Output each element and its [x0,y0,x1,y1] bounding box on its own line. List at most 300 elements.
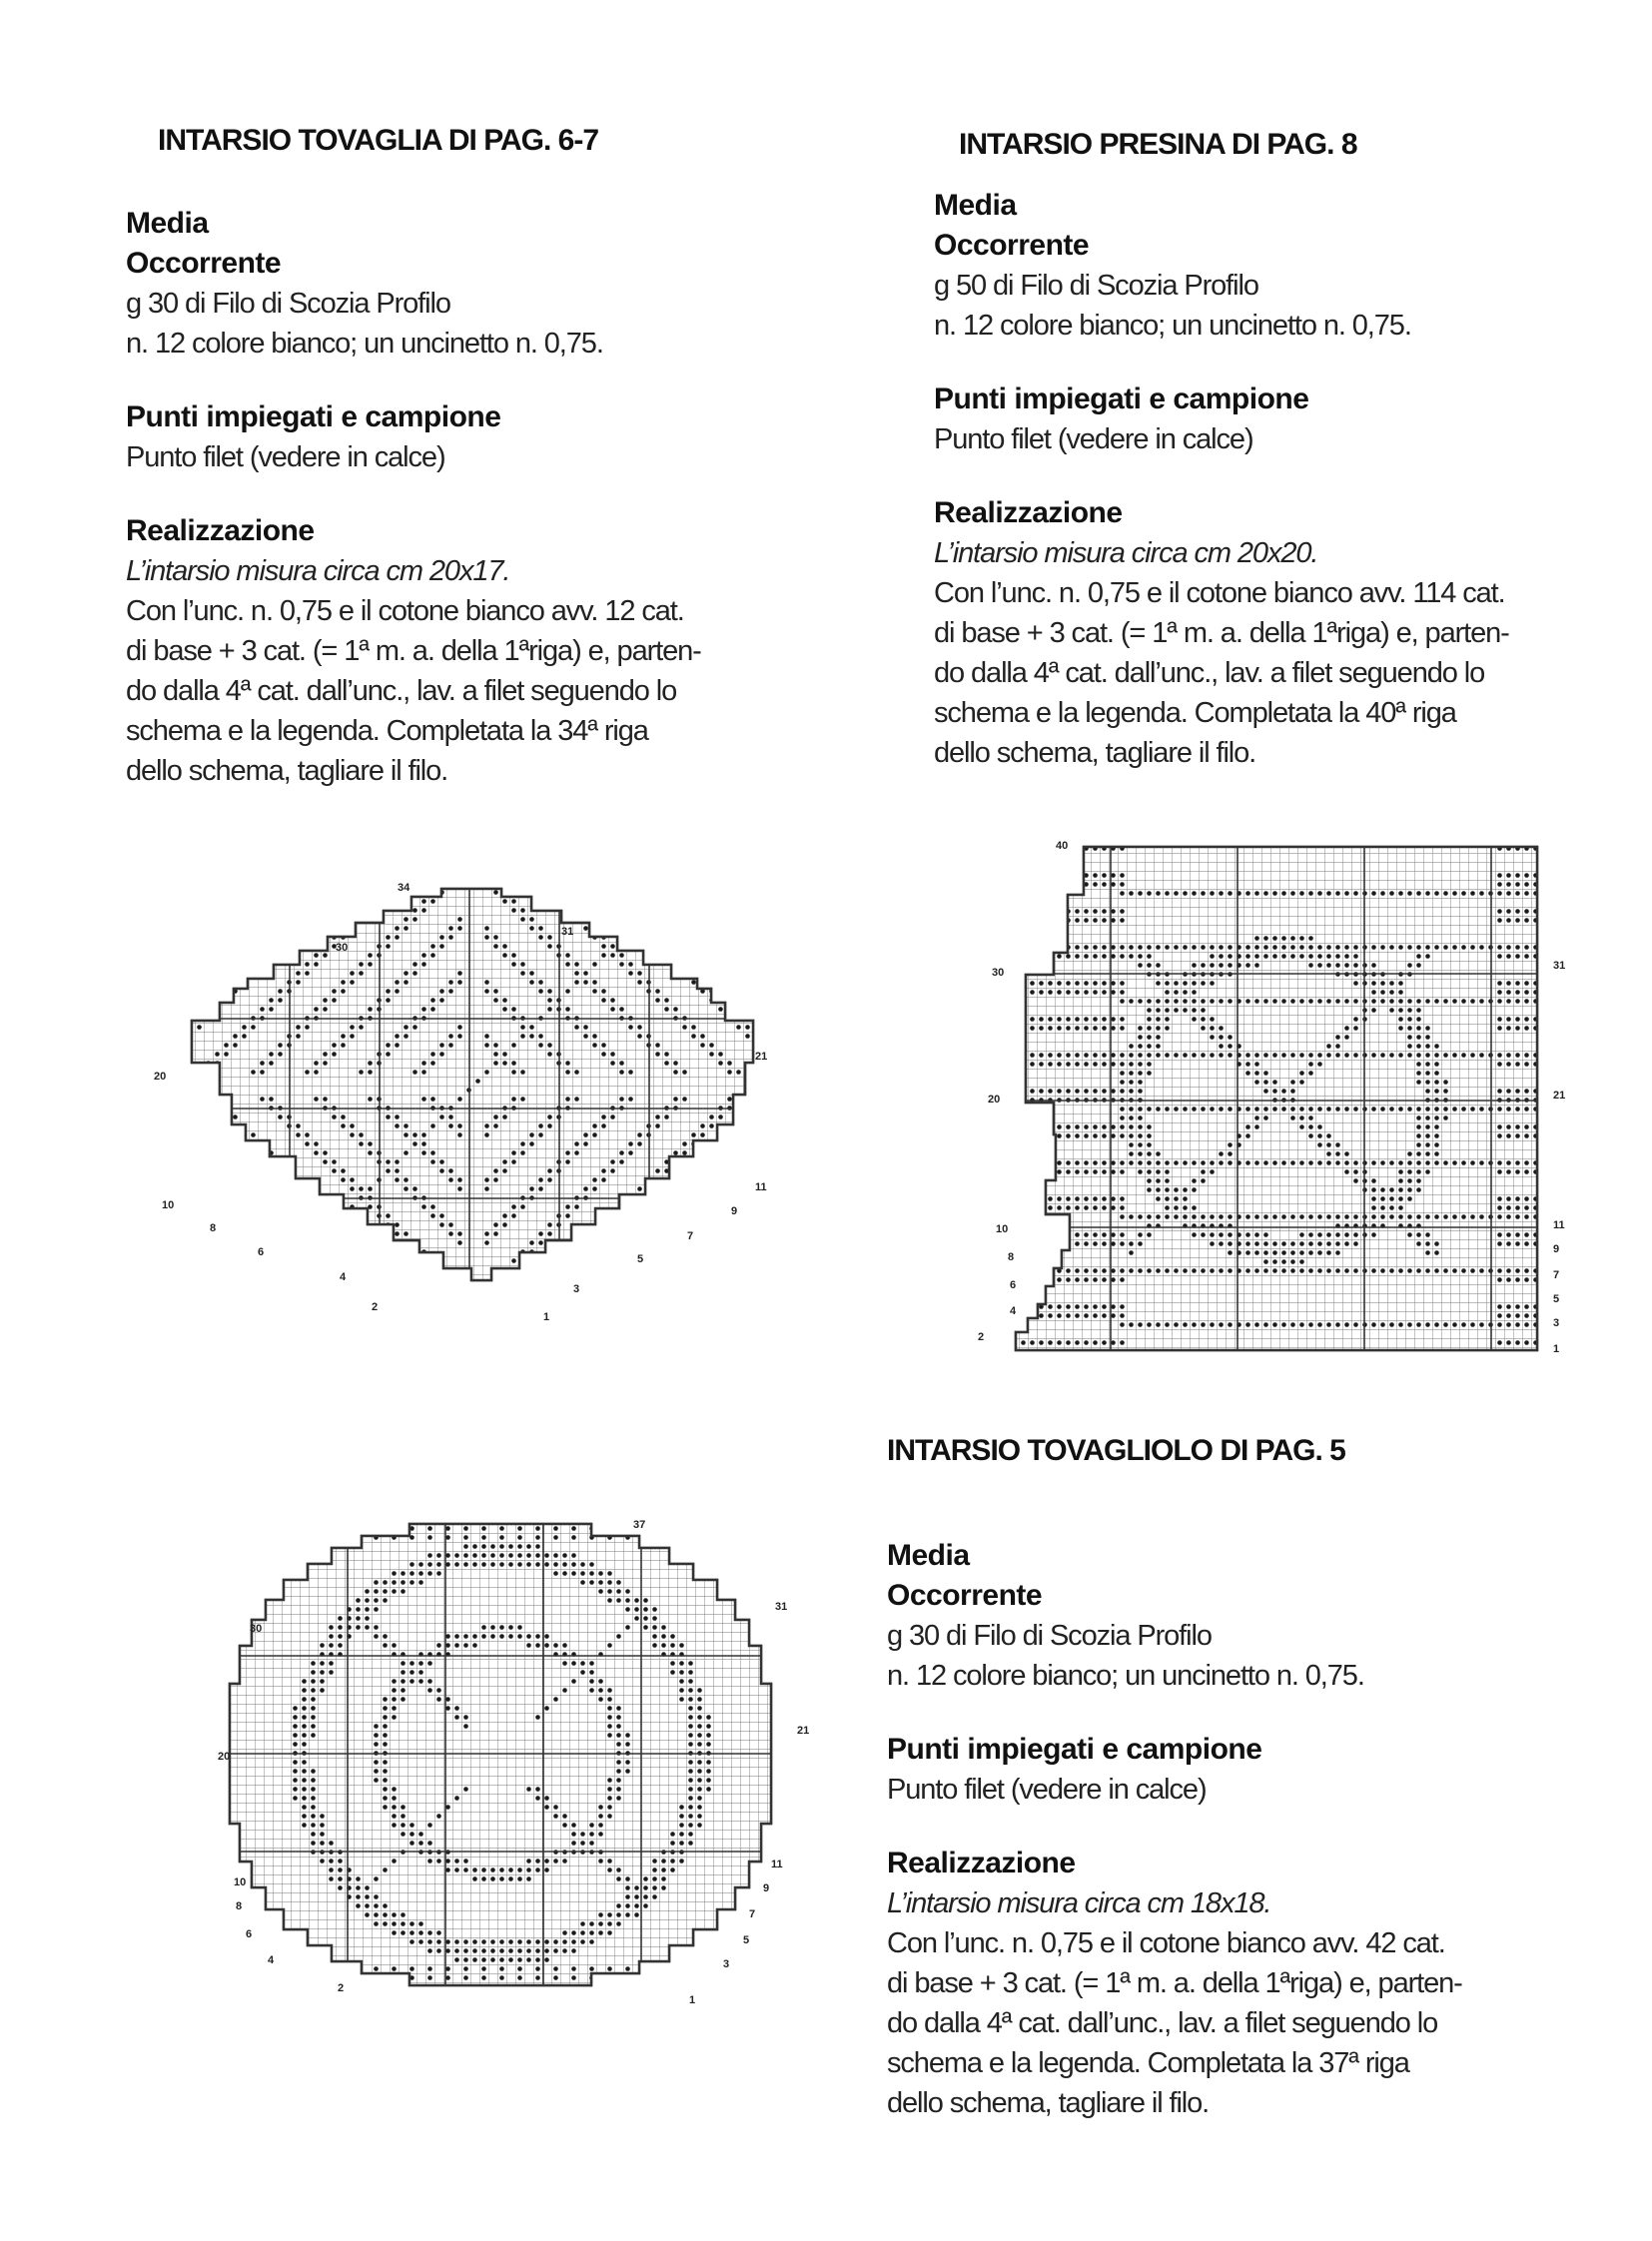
filled-cell [1066,882,1071,887]
filled-cell [359,1294,364,1299]
filled-cell [392,1643,397,1648]
filled-cell [1183,1160,1188,1165]
filled-cell [544,1805,549,1810]
filled-cell [499,1868,504,1872]
filled-cell [607,1814,612,1819]
filled-cell [430,899,435,904]
filled-cell [1461,1107,1466,1112]
filled-cell [421,1132,426,1137]
filled-cell [598,1814,603,1819]
filled-cell [598,1859,603,1864]
filled-cell [1228,1044,1233,1049]
filled-cell [1560,1133,1565,1138]
filled-cell [314,1070,319,1075]
filled-cell [763,1276,768,1281]
filled-cell [520,1258,525,1263]
filled-cell [206,953,211,958]
filled-cell [1021,1196,1026,1201]
filled-cell [1075,1089,1080,1094]
filled-cell [517,1975,522,1980]
filled-cell [359,1141,364,1146]
filled-cell [338,1885,343,1890]
filled-cell [1290,1107,1295,1112]
filled-cell [1156,1196,1161,1201]
filled-cell [535,1859,540,1864]
filled-cell [985,981,990,986]
filled-cell [598,1930,603,1935]
filled-cell [341,1222,346,1227]
filled-cell [278,1159,283,1164]
section-title-tovaglia: INTARSIO TOVAGLIA DI PAG. 6-7 [158,124,599,157]
filled-cell [1039,909,1044,914]
filled-cell [188,1123,193,1128]
filled-cell [1326,1160,1331,1165]
filled-cell [1120,981,1125,986]
filled-cell [430,1052,435,1057]
row-label: 9 [1553,1243,1560,1255]
filled-cell [404,926,409,931]
filled-cell [1111,918,1116,923]
filled-cell [1281,1214,1286,1219]
filled-cell [305,908,310,913]
filled-cell [682,1141,687,1146]
filled-cell [484,1123,489,1128]
instruction-line: Con l’unc. n. 0,75 e il cotone bianco avv. 12 cat. [126,595,684,627]
filled-cell [589,1921,594,1926]
filled-cell [1398,981,1403,986]
filled-cell [976,1349,981,1354]
filled-cell [664,1321,669,1326]
filled-cell [583,1249,588,1254]
filled-cell [1003,1349,1008,1354]
filled-cell [350,1240,355,1245]
filled-cell [763,944,768,949]
filled-cell [652,1859,657,1864]
filled-cell [212,2002,217,2007]
filled-cell [1524,1124,1529,1129]
filled-cell [1515,891,1520,896]
filled-cell [311,1724,316,1729]
filled-cell [493,890,498,895]
filled-cell [781,1016,786,1021]
filled-cell [1452,891,1457,896]
filled-cell [700,1285,705,1290]
filled-cell [805,1975,810,1980]
filled-cell [1434,891,1439,896]
filled-cell [553,1571,558,1576]
filled-cell [1201,837,1206,842]
filled-cell [976,1205,981,1210]
filled-cell [383,1598,388,1603]
filled-cell [490,1562,495,1567]
filled-cell [242,1177,247,1182]
filled-cell [601,1043,606,1048]
filled-cell [1048,1026,1053,1031]
filled-cell [679,1508,684,1513]
filled-cell [763,1123,768,1128]
filled-cell [772,1106,777,1111]
filled-cell [1497,1107,1502,1112]
filled-cell [1506,1322,1511,1327]
filled-cell [733,1966,738,1971]
filled-cell [296,1231,301,1236]
filled-cell [1560,891,1565,896]
filled-cell [1344,1268,1349,1273]
filled-cell [538,1043,543,1048]
filled-cell [661,1993,666,1998]
filled-cell [781,1213,786,1218]
filled-cell [565,1150,570,1155]
filled-cell [359,908,364,913]
filled-cell [260,1141,265,1146]
filled-cell [607,1508,612,1513]
filled-cell [1039,1268,1044,1273]
filled-cell [1147,1017,1152,1022]
filled-cell [1102,945,1107,950]
filled-cell [538,1132,543,1137]
filled-cell [1120,1116,1125,1120]
filled-cell [1461,1160,1466,1165]
filled-cell [439,944,444,949]
filled-cell [688,1814,693,1819]
filled-cell [1587,1026,1592,1031]
filled-cell [215,1097,220,1102]
filled-cell [445,1508,450,1513]
filled-cell [1443,1053,1448,1058]
filled-cell [230,1993,235,1998]
filled-cell [1407,1107,1412,1112]
filled-cell [1371,1178,1376,1183]
filled-cell [392,1796,397,1801]
filled-cell [392,1984,397,1989]
filled-cell [1003,846,1008,851]
row-label: 21 [797,1725,810,1737]
row-label: 7 [687,1230,694,1242]
filled-cell [1317,954,1322,959]
filled-cell [985,1124,990,1129]
filled-cell [233,1043,238,1048]
filled-cell [1057,1304,1062,1309]
filled-cell [1326,945,1331,950]
filled-cell [1578,837,1583,842]
filled-cell [1075,1304,1080,1309]
filled-cell [1299,1232,1304,1237]
filled-cell [359,1249,364,1254]
filled-cell [661,1859,666,1864]
filled-cell [1272,954,1277,959]
filled-cell [401,1921,406,1926]
filled-cell [242,1025,247,1030]
filled-cell [589,2002,594,2007]
filled-cell [1398,1026,1403,1031]
filled-cell [170,1330,175,1335]
filled-cell [1524,1107,1529,1112]
filled-cell [661,1975,666,1980]
filled-cell [1012,1026,1017,1031]
filled-cell [787,1984,792,1989]
filled-cell [1254,1080,1259,1085]
filled-cell [985,1026,990,1031]
filled-cell [763,1115,768,1120]
filled-cell [1326,891,1331,896]
filled-cell [679,1859,684,1864]
filled-cell [332,1043,337,1048]
filled-cell [350,1123,355,1128]
filled-cell [484,1186,489,1191]
filled-cell [1506,873,1511,878]
filled-cell [571,1939,576,1944]
filled-cell [1371,1214,1376,1219]
filled-cell [1093,1277,1098,1282]
filled-cell [1147,1268,1152,1273]
filled-cell [571,1517,576,1522]
filled-cell [269,1097,274,1102]
filled-cell [1084,1026,1089,1031]
filled-cell [1012,1160,1017,1165]
filled-cell [580,1939,585,1944]
filled-cell [1587,1098,1592,1103]
filled-cell [410,1966,414,1971]
filled-cell [430,890,435,895]
filled-cell [1578,1268,1583,1273]
materials-line: g 50 di Filo di Scozia Profilo [934,270,1258,302]
filled-cell [436,1553,441,1558]
filled-cell [439,1159,444,1164]
filled-cell [691,971,696,976]
filled-cell [377,899,382,904]
filled-cell [1093,1062,1098,1067]
filled-cell [152,1204,157,1209]
filled-cell [985,1133,990,1138]
filled-cell [1506,954,1511,959]
filled-cell [359,1303,364,1308]
filled-cell [619,1159,624,1164]
filled-cell [1551,1062,1556,1067]
filled-cell [1201,1268,1206,1273]
filled-cell [1272,1107,1277,1112]
filled-cell [1102,1124,1107,1129]
filled-cell [1075,1313,1080,1318]
filled-cell [1174,981,1179,986]
filled-cell [215,1312,220,1317]
filled-cell [1138,837,1143,842]
filled-cell [763,1330,768,1335]
filled-cell [751,1526,756,1531]
filled-cell [1147,1169,1152,1174]
filled-cell [1299,1250,1304,1255]
filled-cell [1183,1196,1188,1201]
filled-cell [395,935,400,940]
filled-cell [368,1186,373,1191]
filled-cell [1506,1268,1511,1273]
filled-cell [368,953,373,958]
filled-cell [1587,1160,1592,1165]
filled-cell [493,1115,498,1120]
filled-cell [1084,945,1089,950]
filled-cell [1452,999,1457,1004]
filled-cell [502,944,507,949]
filled-cell [1066,1268,1071,1273]
filled-cell [1569,1322,1574,1327]
filled-cell [314,953,319,958]
filled-cell [152,1258,157,1263]
filled-cell [170,881,175,886]
filled-cell [1560,1062,1565,1067]
filled-cell [715,1993,720,1998]
filled-cell [1012,1241,1017,1246]
filled-cell [565,1312,570,1317]
filled-cell [1407,999,1412,1004]
filled-cell [1129,1062,1134,1067]
filled-cell [985,1160,990,1165]
filled-cell [338,1966,343,1971]
filled-cell [1057,1232,1062,1237]
filled-cell [1156,1169,1161,1174]
filled-cell [697,1742,702,1747]
filled-cell [823,1517,828,1522]
filled-cell [1129,1322,1134,1327]
filled-cell [1138,891,1143,896]
filled-cell [1174,1196,1179,1201]
filled-cell [1245,1053,1250,1058]
filled-cell [976,954,981,959]
filled-cell [410,1580,414,1585]
filled-cell [1551,1205,1556,1210]
filled-cell [688,1679,693,1684]
filled-cell [1102,1340,1107,1345]
filled-cell [1057,981,1062,986]
filled-cell [535,2002,540,2007]
filled-cell [1075,846,1080,851]
filled-cell [1497,837,1502,842]
filled-cell [350,1231,355,1236]
section-body-tovagliolo [887,1536,1462,2123]
filled-cell [547,1330,552,1335]
filled-cell [493,935,498,940]
filled-cell [1587,1277,1592,1282]
filled-cell [493,998,498,1003]
filled-cell [1560,918,1565,923]
filled-cell [338,1868,343,1872]
filled-cell [1353,1053,1358,1058]
filled-cell [404,1025,409,1030]
filled-cell [1353,1017,1358,1022]
filled-cell [697,1526,702,1531]
filled-cell [152,1249,157,1254]
filled-cell [287,1267,292,1272]
filled-cell [688,1661,693,1666]
filled-cell [206,1249,211,1254]
filled-cell [1524,990,1529,995]
filled-cell [197,1195,202,1200]
filled-cell [457,1231,462,1236]
filled-cell [1030,1196,1035,1201]
filled-cell [1120,909,1125,914]
filled-cell [1075,882,1080,887]
filled-cell [1066,873,1071,878]
filled-cell [625,1526,630,1531]
filled-cell [1578,1062,1583,1067]
filled-cell [679,1535,684,1540]
filled-cell [652,1634,657,1639]
filled-cell [718,1330,723,1335]
filled-cell [553,1697,558,1702]
filled-cell [1443,999,1448,1004]
filled-cell [1389,891,1394,896]
filled-cell [736,1303,741,1308]
filled-cell [1084,1196,1089,1201]
filled-cell [386,1276,391,1281]
filled-cell [242,926,247,931]
filled-cell [1174,1205,1179,1210]
filled-cell [1030,1268,1035,1273]
filled-cell [1111,945,1116,950]
filled-cell [670,1868,675,1872]
filled-cell [661,2002,666,2007]
row-label: 2 [372,1301,379,1313]
filled-cell [1380,945,1385,950]
filled-cell [688,1787,693,1792]
row-label: 7 [749,1908,756,1920]
filled-cell [661,1984,666,1989]
filled-cell [1578,1340,1583,1345]
filled-cell [1560,954,1565,959]
filled-cell [383,1805,388,1810]
filled-cell [1129,1116,1134,1120]
filled-cell [1515,999,1520,1004]
stitches-text: Punto filet (vedere in calce) [126,441,445,473]
filled-cell [1569,1349,1574,1354]
filled-cell [772,998,777,1003]
filled-cell [1389,1053,1394,1058]
filled-cell [583,971,588,976]
filled-cell [230,1508,235,1513]
filled-cell [1084,918,1089,923]
filled-cell [754,1132,759,1137]
filled-cell [1398,990,1403,995]
filled-cell [733,1526,738,1531]
filled-cell [392,2002,397,2007]
filled-cell [1111,1062,1116,1067]
filled-cell [383,1733,388,1738]
filled-cell [1210,1160,1215,1165]
filled-cell [598,1571,603,1576]
filled-cell [1111,1340,1116,1345]
filled-cell [1308,1214,1313,1219]
filled-cell [1407,1035,1412,1040]
filled-cell [311,1841,316,1846]
filled-cell [589,1930,594,1935]
filled-cell [392,1912,397,1917]
filled-cell [526,1553,531,1558]
filled-cell [197,971,202,976]
filled-cell [601,1276,606,1281]
filled-cell [571,1993,576,1998]
filled-cell [1335,1151,1340,1156]
filled-cell [787,2002,792,2007]
filled-cell [610,1321,615,1326]
filled-cell [580,1580,585,1585]
filled-cell [1263,1241,1268,1246]
stitches-heading: Punti impiegati e campione [934,382,1309,415]
filled-cell [709,1276,714,1281]
filled-cell [688,1688,693,1693]
filled-cell [598,1679,603,1684]
filled-cell [520,1303,525,1308]
filled-cell [418,1930,423,1935]
filled-cell [445,1517,450,1522]
filled-cell [1039,1205,1044,1210]
